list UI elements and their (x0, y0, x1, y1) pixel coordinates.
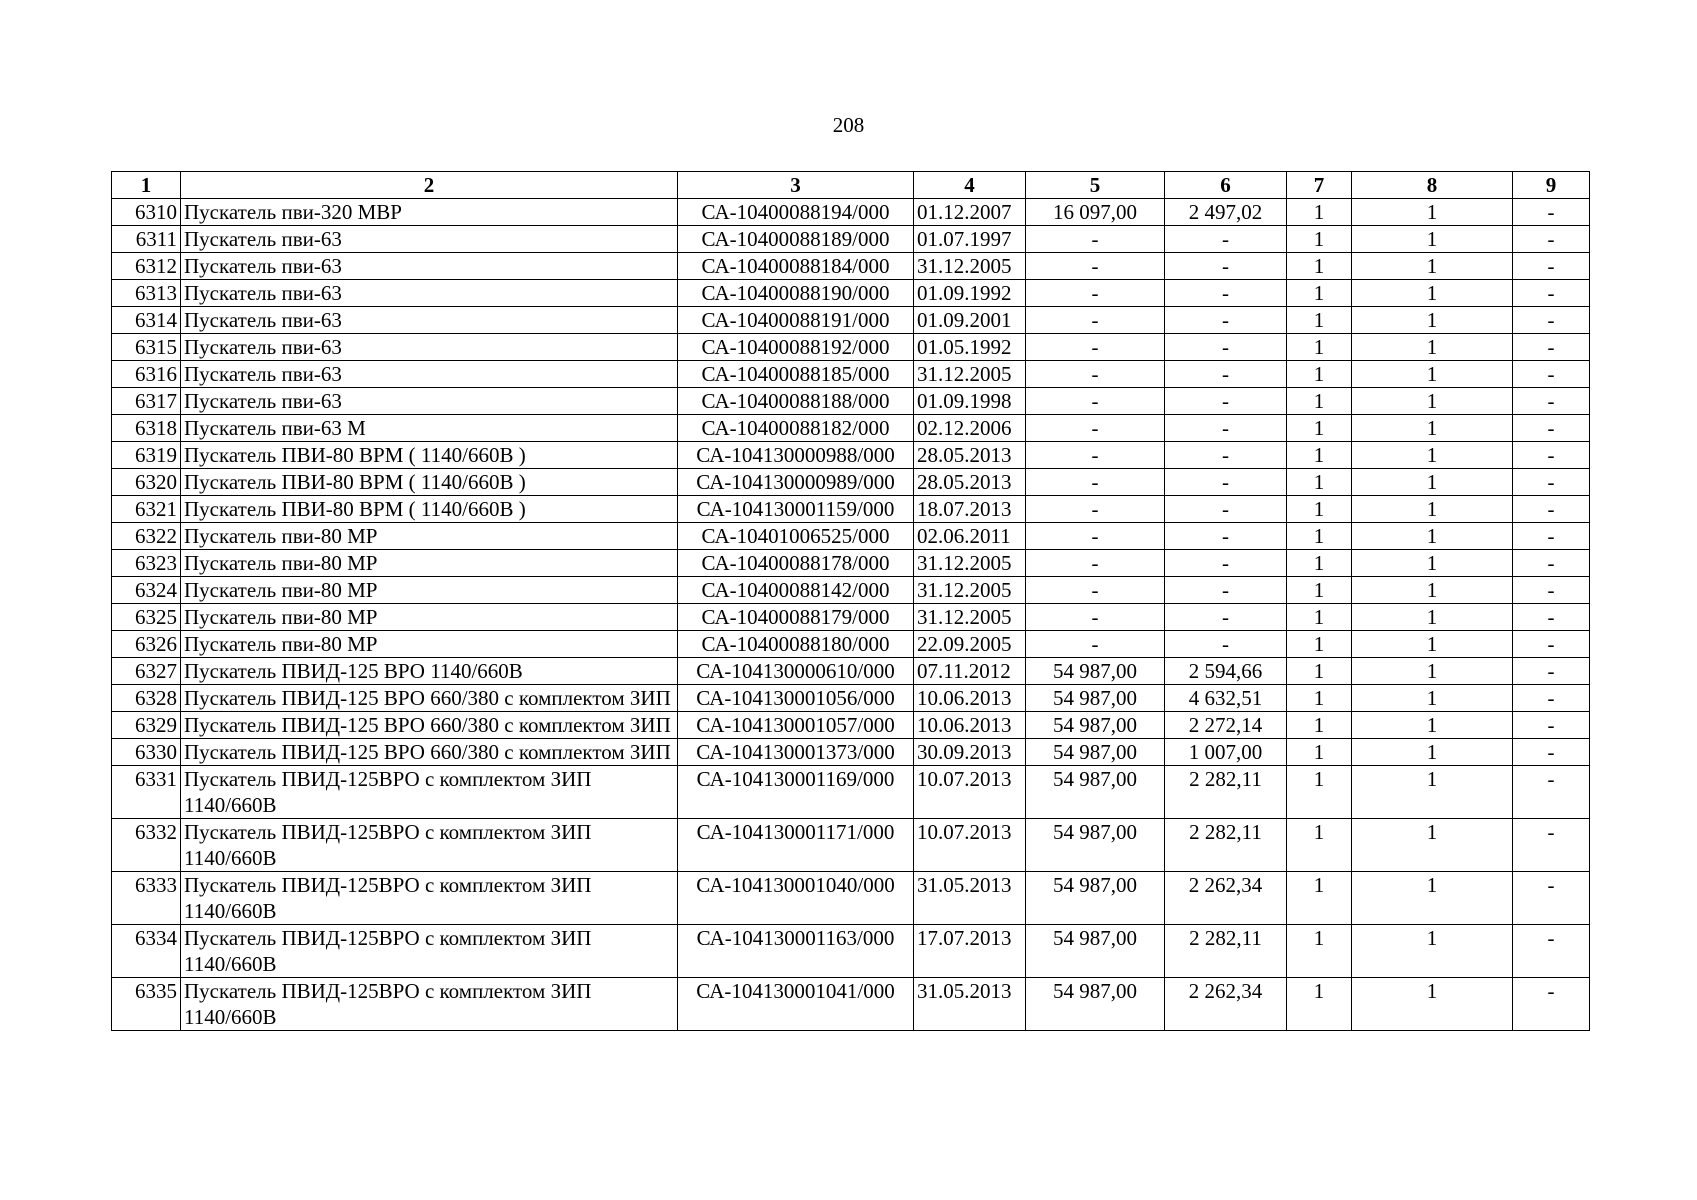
table-row (112, 496, 1590, 523)
cost-cell: - (1026, 631, 1165, 658)
inventory-code-cell: СА-10401006525/000 (678, 523, 914, 550)
qty-cell: 1 (1287, 253, 1352, 280)
qty-actual-cell: 1 (1352, 280, 1513, 307)
note-cell: - (1513, 415, 1590, 442)
residual-cell: 2 497,02 (1165, 199, 1287, 226)
date-cell: 28.05.2013 (914, 442, 1026, 469)
table-row (112, 604, 1590, 631)
row-number-cell: 6318 (112, 415, 181, 442)
inventory-code-cell: СА-10400088184/000 (678, 253, 914, 280)
inventory-code-cell: СА-104130000610/000 (678, 658, 914, 685)
qty-actual-cell: 1 (1352, 253, 1513, 280)
table-row (112, 766, 1590, 819)
qty-cell: 1 (1287, 766, 1352, 819)
inventory-code-cell: СА-104130001373/000 (678, 739, 914, 766)
row-number-cell: 6314 (112, 307, 181, 334)
row-number-cell: 6320 (112, 469, 181, 496)
header-cell: 5 (1026, 172, 1165, 199)
note-cell: - (1513, 442, 1590, 469)
row-number-cell: 6327 (112, 658, 181, 685)
qty-actual-cell: 1 (1352, 388, 1513, 415)
qty-cell: 1 (1287, 712, 1352, 739)
date-cell: 30.09.2013 (914, 739, 1026, 766)
row-number-cell: 6323 (112, 550, 181, 577)
date-cell: 31.12.2005 (914, 550, 1026, 577)
item-name-cell: Пускатель пви-63 (181, 280, 678, 307)
qty-actual-cell: 1 (1352, 550, 1513, 577)
item-name-cell: Пускатель ПВИ-80 ВРМ ( 1140/660В ) (181, 469, 678, 496)
note-cell: - (1513, 658, 1590, 685)
item-name-cell: Пускатель пви-63 (181, 334, 678, 361)
item-name-cell: Пускатель пви-63 (181, 253, 678, 280)
qty-cell: 1 (1287, 658, 1352, 685)
inventory-code-cell: СА-104130001041/000 (678, 978, 914, 1031)
residual-cell: 4 632,51 (1165, 685, 1287, 712)
date-cell: 01.12.2007 (914, 199, 1026, 226)
qty-actual-cell: 1 (1352, 978, 1513, 1031)
qty-cell: 1 (1287, 388, 1352, 415)
qty-actual-cell: 1 (1352, 925, 1513, 978)
table-row (112, 819, 1590, 872)
inventory-code-cell: СА-10400088189/000 (678, 226, 914, 253)
qty-cell: 1 (1287, 978, 1352, 1031)
date-cell: 10.07.2013 (914, 766, 1026, 819)
residual-cell: - (1165, 631, 1287, 658)
row-number-cell: 6332 (112, 819, 181, 872)
qty-actual-cell: 1 (1352, 739, 1513, 766)
date-cell: 01.09.2001 (914, 307, 1026, 334)
qty-cell: 1 (1287, 739, 1352, 766)
cost-cell: - (1026, 604, 1165, 631)
cost-cell: - (1026, 226, 1165, 253)
inventory-code-cell: СА-10400088185/000 (678, 361, 914, 388)
date-cell: 31.12.2005 (914, 253, 1026, 280)
qty-cell: 1 (1287, 442, 1352, 469)
qty-actual-cell: 1 (1352, 685, 1513, 712)
table-row (112, 577, 1590, 604)
qty-cell: 1 (1287, 334, 1352, 361)
cost-cell: - (1026, 469, 1165, 496)
inventory-code-cell: СА-104130000989/000 (678, 469, 914, 496)
date-cell: 10.06.2013 (914, 712, 1026, 739)
table-row (112, 739, 1590, 766)
date-cell: 10.06.2013 (914, 685, 1026, 712)
row-number-cell: 6324 (112, 577, 181, 604)
inventory-code-cell: СА-104130001057/000 (678, 712, 914, 739)
cost-cell: - (1026, 334, 1165, 361)
date-cell: 01.09.1998 (914, 388, 1026, 415)
residual-cell: - (1165, 253, 1287, 280)
item-name-cell: Пускатель пви-63 (181, 388, 678, 415)
note-cell: - (1513, 361, 1590, 388)
cost-cell: 54 987,00 (1026, 978, 1165, 1031)
qty-actual-cell: 1 (1352, 577, 1513, 604)
note-cell: - (1513, 978, 1590, 1031)
header-cell: 4 (914, 172, 1026, 199)
row-number-cell: 6321 (112, 496, 181, 523)
table-row (112, 442, 1590, 469)
note-cell: - (1513, 334, 1590, 361)
item-name-cell: Пускатель пви-63 (181, 307, 678, 334)
qty-actual-cell: 1 (1352, 819, 1513, 872)
date-cell: 31.05.2013 (914, 978, 1026, 1031)
residual-cell: - (1165, 604, 1287, 631)
cost-cell: - (1026, 280, 1165, 307)
cost-cell: - (1026, 307, 1165, 334)
table-row (112, 388, 1590, 415)
inventory-code-cell: СА-104130001040/000 (678, 872, 914, 925)
date-cell: 02.06.2011 (914, 523, 1026, 550)
residual-cell: - (1165, 442, 1287, 469)
table-row (112, 226, 1590, 253)
inventory-code-cell: СА-104130000988/000 (678, 442, 914, 469)
qty-cell: 1 (1287, 577, 1352, 604)
row-number-cell: 6330 (112, 739, 181, 766)
row-number-cell: 6334 (112, 925, 181, 978)
date-cell: 28.05.2013 (914, 469, 1026, 496)
header-cell: 6 (1165, 172, 1287, 199)
date-cell: 01.09.1992 (914, 280, 1026, 307)
cost-cell: - (1026, 550, 1165, 577)
note-cell: - (1513, 604, 1590, 631)
row-number-cell: 6315 (112, 334, 181, 361)
qty-cell: 1 (1287, 361, 1352, 388)
row-number-cell: 6325 (112, 604, 181, 631)
cost-cell: - (1026, 577, 1165, 604)
residual-cell: 2 282,11 (1165, 766, 1287, 819)
qty-cell: 1 (1287, 523, 1352, 550)
inventory-code-cell: СА-10400088191/000 (678, 307, 914, 334)
residual-cell: - (1165, 469, 1287, 496)
cost-cell: 54 987,00 (1026, 685, 1165, 712)
qty-cell: 1 (1287, 199, 1352, 226)
note-cell: - (1513, 872, 1590, 925)
row-number-cell: 6333 (112, 872, 181, 925)
residual-cell: 2 594,66 (1165, 658, 1287, 685)
item-name-cell: Пускатель ПВИД-125ВРО с комплектом ЗИП 1140/660В (181, 925, 678, 978)
item-name-cell: Пускатель ПВИД-125ВРО с комплектом ЗИП 1140/660В (181, 819, 678, 872)
note-cell: - (1513, 253, 1590, 280)
residual-cell: - (1165, 496, 1287, 523)
row-number-cell: 6317 (112, 388, 181, 415)
cost-cell: 54 987,00 (1026, 925, 1165, 978)
note-cell: - (1513, 819, 1590, 872)
item-name-cell: Пускатель пви-320 МВР (181, 199, 678, 226)
date-cell: 17.07.2013 (914, 925, 1026, 978)
date-cell: 02.12.2006 (914, 415, 1026, 442)
item-name-cell: Пускатель ПВИ-80 ВРМ ( 1140/660В ) (181, 442, 678, 469)
item-name-cell: Пускатель ПВИД-125 ВРО 660/380 с комплектом ЗИП (181, 739, 678, 766)
row-number-cell: 6326 (112, 631, 181, 658)
cost-cell: 54 987,00 (1026, 712, 1165, 739)
residual-cell: - (1165, 307, 1287, 334)
table-row (112, 361, 1590, 388)
inventory-table (111, 171, 1590, 1031)
row-number-cell: 6313 (112, 280, 181, 307)
item-name-cell: Пускатель пви-80 МР (181, 604, 678, 631)
table-row (112, 550, 1590, 577)
header-row (112, 172, 1590, 199)
qty-actual-cell: 1 (1352, 872, 1513, 925)
cost-cell: 16 097,00 (1026, 199, 1165, 226)
item-name-cell: Пускатель ПВИ-80 ВРМ ( 1140/660В ) (181, 496, 678, 523)
table-row (112, 253, 1590, 280)
item-name-cell: Пускатель пви-80 МР (181, 577, 678, 604)
item-name-cell: Пускатель пви-80 МР (181, 631, 678, 658)
qty-actual-cell: 1 (1352, 469, 1513, 496)
note-cell: - (1513, 577, 1590, 604)
note-cell: - (1513, 523, 1590, 550)
note-cell: - (1513, 766, 1590, 819)
qty-actual-cell: 1 (1352, 415, 1513, 442)
date-cell: 10.07.2013 (914, 819, 1026, 872)
cost-cell: - (1026, 442, 1165, 469)
table-row (112, 631, 1590, 658)
cost-cell: - (1026, 253, 1165, 280)
row-number-cell: 6311 (112, 226, 181, 253)
date-cell: 07.11.2012 (914, 658, 1026, 685)
residual-cell: 2 262,34 (1165, 872, 1287, 925)
qty-cell: 1 (1287, 280, 1352, 307)
qty-actual-cell: 1 (1352, 442, 1513, 469)
qty-actual-cell: 1 (1352, 226, 1513, 253)
item-name-cell: Пускатель пви-80 МР (181, 550, 678, 577)
table-row (112, 658, 1590, 685)
table-row (112, 415, 1590, 442)
item-name-cell: Пускатель ПВИД-125 ВРО 660/380 с комплектом ЗИП (181, 685, 678, 712)
note-cell: - (1513, 496, 1590, 523)
note-cell: - (1513, 685, 1590, 712)
cost-cell: - (1026, 523, 1165, 550)
qty-cell: 1 (1287, 226, 1352, 253)
header-cell: 7 (1287, 172, 1352, 199)
note-cell: - (1513, 739, 1590, 766)
residual-cell: - (1165, 415, 1287, 442)
residual-cell: - (1165, 334, 1287, 361)
item-name-cell: Пускатель пви-63 (181, 361, 678, 388)
row-number-cell: 6312 (112, 253, 181, 280)
row-number-cell: 6316 (112, 361, 181, 388)
header-cell: 9 (1513, 172, 1590, 199)
qty-cell: 1 (1287, 604, 1352, 631)
qty-actual-cell: 1 (1352, 199, 1513, 226)
row-number-cell: 6310 (112, 199, 181, 226)
qty-cell: 1 (1287, 496, 1352, 523)
qty-actual-cell: 1 (1352, 523, 1513, 550)
table-row (112, 712, 1590, 739)
residual-cell: - (1165, 388, 1287, 415)
note-cell: - (1513, 712, 1590, 739)
cost-cell: - (1026, 496, 1165, 523)
header-cell: 8 (1352, 172, 1513, 199)
table-row (112, 685, 1590, 712)
qty-cell: 1 (1287, 872, 1352, 925)
table-row (112, 469, 1590, 496)
note-cell: - (1513, 631, 1590, 658)
qty-actual-cell: 1 (1352, 604, 1513, 631)
note-cell: - (1513, 388, 1590, 415)
cost-cell: - (1026, 361, 1165, 388)
inventory-code-cell: СА-10400088142/000 (678, 577, 914, 604)
date-cell: 01.07.1997 (914, 226, 1026, 253)
residual-cell: 2 282,11 (1165, 925, 1287, 978)
cost-cell: 54 987,00 (1026, 766, 1165, 819)
note-cell: - (1513, 280, 1590, 307)
qty-cell: 1 (1287, 819, 1352, 872)
item-name-cell: Пускатель пви-63 (181, 226, 678, 253)
table-body (112, 199, 1590, 1031)
inventory-code-cell: СА-104130001169/000 (678, 766, 914, 819)
date-cell: 22.09.2005 (914, 631, 1026, 658)
residual-cell: - (1165, 523, 1287, 550)
date-cell: 18.07.2013 (914, 496, 1026, 523)
qty-cell: 1 (1287, 631, 1352, 658)
inventory-code-cell: СА-10400088192/000 (678, 334, 914, 361)
header-cell: 2 (181, 172, 678, 199)
qty-actual-cell: 1 (1352, 631, 1513, 658)
inventory-code-cell: СА-104130001056/000 (678, 685, 914, 712)
row-number-cell: 6335 (112, 978, 181, 1031)
qty-actual-cell: 1 (1352, 307, 1513, 334)
note-cell: - (1513, 925, 1590, 978)
page-number: 208 (832, 113, 865, 137)
row-number-cell: 6328 (112, 685, 181, 712)
residual-cell: 2 262,34 (1165, 978, 1287, 1031)
table-row (112, 334, 1590, 361)
inventory-code-cell: СА-10400088180/000 (678, 631, 914, 658)
qty-cell: 1 (1287, 550, 1352, 577)
qty-cell: 1 (1287, 685, 1352, 712)
qty-actual-cell: 1 (1352, 658, 1513, 685)
item-name-cell: Пускатель пви-63 М (181, 415, 678, 442)
residual-cell: - (1165, 577, 1287, 604)
inventory-code-cell: СА-10400088194/000 (678, 199, 914, 226)
qty-actual-cell: 1 (1352, 712, 1513, 739)
date-cell: 31.12.2005 (914, 577, 1026, 604)
table-row (112, 978, 1590, 1031)
table-row (112, 872, 1590, 925)
row-number-cell: 6331 (112, 766, 181, 819)
inventory-code-cell: СА-104130001163/000 (678, 925, 914, 978)
qty-cell: 1 (1287, 307, 1352, 334)
table-row (112, 199, 1590, 226)
qty-cell: 1 (1287, 415, 1352, 442)
cost-cell: 54 987,00 (1026, 872, 1165, 925)
item-name-cell: Пускатель ПВИД-125ВРО с комплектом ЗИП 1140/660В (181, 766, 678, 819)
note-cell: - (1513, 469, 1590, 496)
residual-cell: - (1165, 226, 1287, 253)
row-number-cell: 6319 (112, 442, 181, 469)
cost-cell: - (1026, 415, 1165, 442)
item-name-cell: Пускатель ПВИД-125ВРО с комплектом ЗИП 1140/660В (181, 872, 678, 925)
table-row (112, 925, 1590, 978)
residual-cell: 2 282,11 (1165, 819, 1287, 872)
residual-cell: 2 272,14 (1165, 712, 1287, 739)
table-row (112, 280, 1590, 307)
qty-cell: 1 (1287, 469, 1352, 496)
inventory-code-cell: СА-10400088179/000 (678, 604, 914, 631)
table-row (112, 307, 1590, 334)
item-name-cell: Пускатель ПВИД-125 ВРО 660/380 с комплектом ЗИП (181, 712, 678, 739)
residual-cell: - (1165, 280, 1287, 307)
qty-actual-cell: 1 (1352, 766, 1513, 819)
note-cell: - (1513, 550, 1590, 577)
cost-cell: - (1026, 388, 1165, 415)
residual-cell: - (1165, 361, 1287, 388)
residual-cell: 1 007,00 (1165, 739, 1287, 766)
qty-actual-cell: 1 (1352, 334, 1513, 361)
date-cell: 31.12.2005 (914, 604, 1026, 631)
item-name-cell: Пускатель пви-80 МР (181, 523, 678, 550)
cost-cell: 54 987,00 (1026, 739, 1165, 766)
cost-cell: 54 987,00 (1026, 819, 1165, 872)
inventory-code-cell: СА-104130001171/000 (678, 819, 914, 872)
qty-actual-cell: 1 (1352, 496, 1513, 523)
note-cell: - (1513, 226, 1590, 253)
table-row (112, 523, 1590, 550)
cost-cell: 54 987,00 (1026, 658, 1165, 685)
row-number-cell: 6329 (112, 712, 181, 739)
inventory-code-cell: СА-10400088190/000 (678, 280, 914, 307)
inventory-code-cell: СА-10400088188/000 (678, 388, 914, 415)
qty-cell: 1 (1287, 925, 1352, 978)
date-cell: 01.05.1992 (914, 334, 1026, 361)
date-cell: 31.05.2013 (914, 872, 1026, 925)
qty-actual-cell: 1 (1352, 361, 1513, 388)
header-cell: 1 (112, 172, 181, 199)
row-number-cell: 6322 (112, 523, 181, 550)
item-name-cell: Пускатель ПВИД-125 ВРО 1140/660В (181, 658, 678, 685)
inventory-code-cell: СА-10400088182/000 (678, 415, 914, 442)
inventory-code-cell: СА-104130001159/000 (678, 496, 914, 523)
note-cell: - (1513, 199, 1590, 226)
header-cell: 3 (678, 172, 914, 199)
note-cell: - (1513, 307, 1590, 334)
inventory-code-cell: СА-10400088178/000 (678, 550, 914, 577)
date-cell: 31.12.2005 (914, 361, 1026, 388)
item-name-cell: Пускатель ПВИД-125ВРО с комплектом ЗИП 1140/660В (181, 978, 678, 1031)
residual-cell: - (1165, 550, 1287, 577)
